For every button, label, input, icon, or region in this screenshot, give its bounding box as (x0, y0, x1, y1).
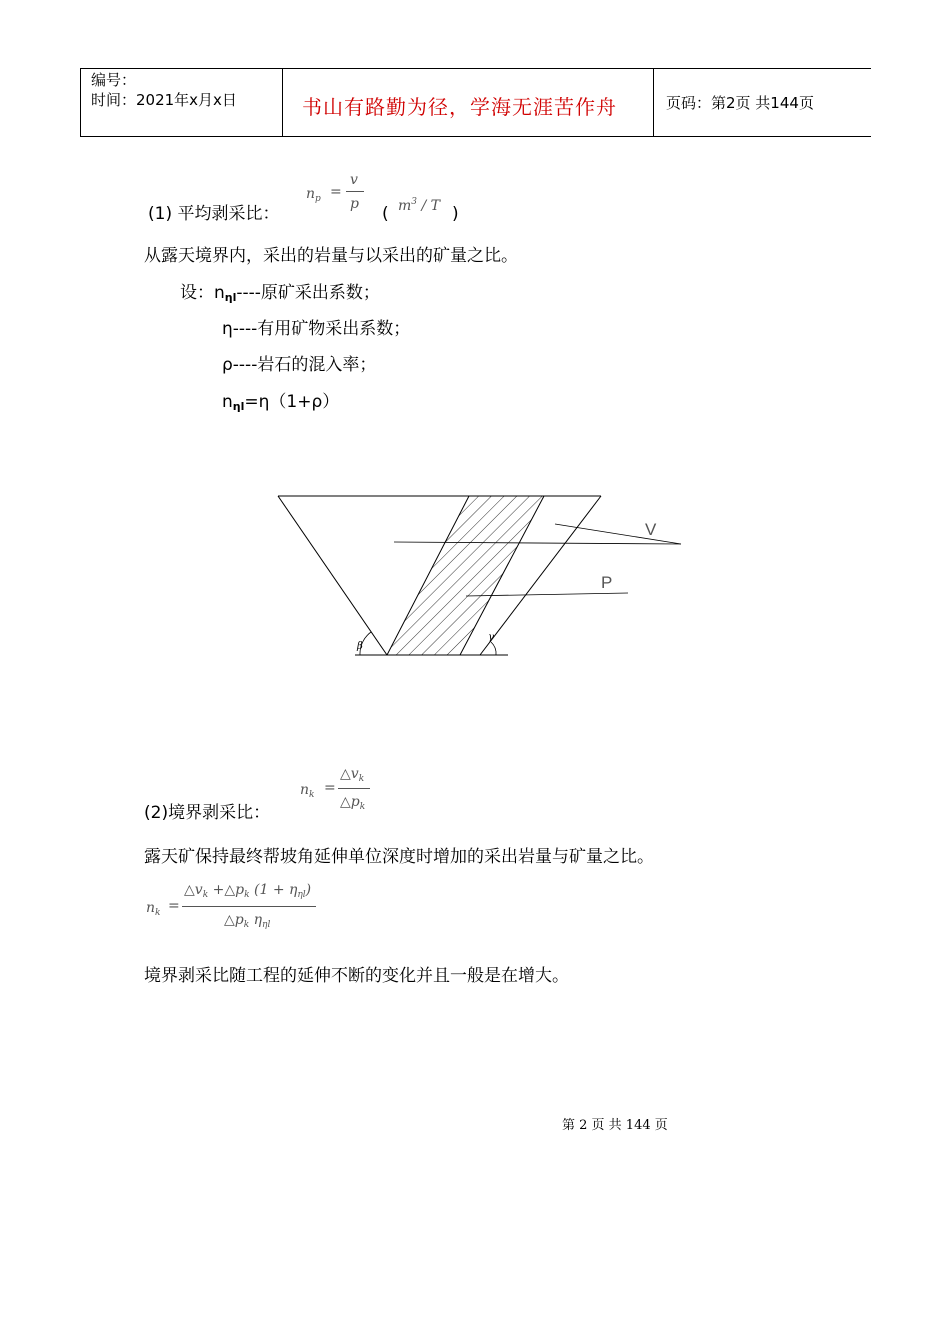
v-leader-2 (555, 524, 681, 544)
header-table (80, 68, 871, 137)
header-cell-meta (81, 69, 283, 136)
label-p: P (601, 573, 613, 592)
v-leader-1 (394, 542, 681, 544)
header-cell-page (654, 69, 871, 136)
page-label: 页码：第2页 共144页 (666, 94, 814, 112)
section1-definition: 从露天境界内，采出的岩量与以采出的矿量之比。 (144, 246, 518, 266)
label-v: V (645, 520, 657, 539)
set-line: 设：nηl----原矿采出系数； (180, 283, 380, 304)
avg-stripping-ratio-formula: $n_p$ = v p (306, 172, 366, 220)
number-label: 编号： (91, 71, 137, 89)
unit-close: ) (452, 204, 459, 224)
rho-line: ρ----岩石的混入率； (222, 355, 377, 375)
left-wall (278, 496, 387, 655)
section2-conclusion: 境界剥采比随工程的延伸不断的变化并且一般是在增大。 (144, 966, 569, 986)
motto: 书山有路勤为径，学海无涯苦作舟 (302, 95, 617, 119)
page-footer: 第 2 页 共 144 页 (562, 1118, 668, 1133)
unit-formula: $m^3$ / T (398, 197, 440, 214)
formula-lhs: $n_p$ (306, 186, 321, 204)
header-cell-motto (283, 69, 654, 136)
label-beta: β (357, 641, 363, 652)
formula-denominator: p (350, 196, 359, 212)
ore-body (387, 496, 544, 655)
eta-line: η----有用矿物采出系数； (222, 319, 411, 339)
relation-line: nηl=η（1+ρ） (222, 392, 340, 413)
gamma-arc (491, 642, 496, 655)
boundary-stripping-ratio-formula: $n_k$ = $\triangle v_k$ $\triangle p_k$ (300, 766, 380, 820)
time-label: 时间：2021年x月x日 (91, 91, 237, 109)
section1-label: (1) 平均剥采比： (148, 204, 280, 224)
section2-definition: 露天矿保持最终帮坡角延伸单位深度时增加的采出岩量与矿量之比。 (144, 847, 654, 867)
unit-open: ( (382, 204, 389, 224)
section2-label: (2)境界剥采比： (144, 803, 271, 823)
formula-numerator: v (350, 172, 358, 188)
label-gamma: γ (488, 632, 494, 643)
pit-cross-section-diagram (270, 488, 690, 663)
boundary-stripping-ratio-full-formula: $n_k$ = $\triangle v_k$ $+\triangle p_k$ $(1 + \eta_{\eta l})$ $\triangle p_k$ $\eta_{\eta l}$ (146, 880, 326, 936)
